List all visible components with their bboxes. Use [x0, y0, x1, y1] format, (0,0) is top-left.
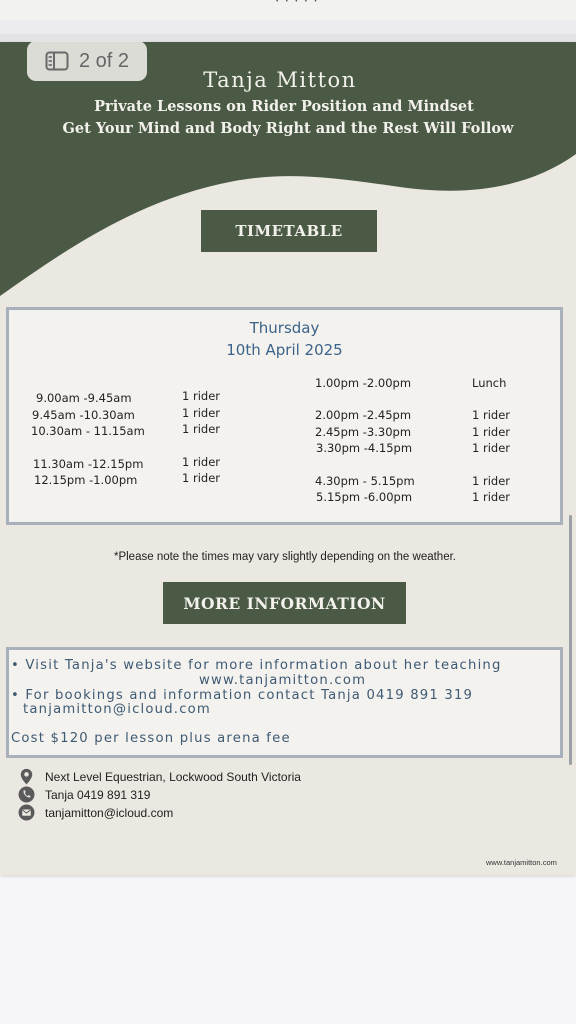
- slot-info: 1 rider: [182, 389, 220, 403]
- slot-time: 9.00am -9.45am: [36, 391, 132, 405]
- email-contact: [18, 804, 173, 821]
- page-gap: [0, 20, 576, 34]
- slot-info: 1 rider: [472, 441, 510, 455]
- slot-info: 1 rider: [182, 471, 220, 485]
- location-pin-icon: [18, 768, 35, 785]
- slot-time: 10.30am - 11.15am: [31, 424, 145, 438]
- email-text[interactable]: tanjamitton@icloud.com: [45, 805, 174, 820]
- timetable-day: Thursday: [249, 319, 320, 337]
- booking-email[interactable]: tanjamitton@icloud.com: [23, 702, 211, 717]
- sidebar-toggle-icon: [45, 51, 69, 71]
- slot-time: 1.00pm -2.00pm: [315, 376, 412, 390]
- slot-info: 1 rider: [472, 425, 510, 439]
- slot-info: Lunch: [472, 376, 507, 390]
- website-url[interactable]: www.tanjamitton.com: [199, 673, 367, 688]
- phone-icon: [18, 786, 35, 803]
- location-text: Next Level Equestrian, Lockwood South Victoria: [45, 769, 301, 784]
- slot-time: 2.00pm -2.45pm: [315, 408, 412, 422]
- slot-time: 11.30am -12.15pm: [33, 457, 144, 471]
- instructor-name: Tanja Mitton: [203, 68, 357, 92]
- slot-time: 3.30pm -4.15pm: [316, 441, 413, 455]
- cost-line: Cost $120 per lesson plus arena fee: [11, 731, 291, 746]
- slot-time: 9.45am -10.30am: [32, 408, 135, 422]
- slot-info: 1 rider: [472, 474, 510, 488]
- slot-info: 1 rider: [472, 490, 510, 504]
- footer-website: www.tanjamitton.com: [486, 858, 557, 867]
- slot-time: 4.30pm - 5.15pm: [315, 474, 415, 488]
- scrollbar-thumb[interactable]: [569, 515, 572, 765]
- timetable-box: [6, 307, 563, 525]
- header-subtitle: Private Lessons on Rider Position and Mindset: [94, 98, 474, 115]
- booking-info-line: • For bookings and information contact Tanja 0419 891 319: [11, 688, 474, 703]
- previous-page-cut-text: · · · · ·: [275, 0, 319, 8]
- slot-info: 1 rider: [472, 408, 510, 422]
- information-box: [6, 647, 563, 758]
- slot-info: 1 rider: [182, 422, 220, 436]
- timetable-heading: TIMETABLE: [201, 210, 377, 252]
- previous-page-edge: [0, 0, 576, 21]
- email-icon: [18, 804, 35, 821]
- phone-text[interactable]: Tanja 0419 891 319: [45, 787, 151, 802]
- slot-info: 1 rider: [182, 455, 220, 469]
- page-indicator-label: 2 of 2: [78, 49, 130, 72]
- slot-time: 12.15pm -1.00pm: [34, 473, 138, 487]
- location-contact: [18, 768, 301, 785]
- timetable-date: 10th April 2025: [226, 341, 343, 359]
- weather-note: *Please note the times may vary slightly depending on the weather.: [113, 551, 456, 563]
- website-info-line: • Visit Tanja's website for more information about her teaching: [11, 658, 502, 673]
- page-indicator[interactable]: [27, 41, 147, 81]
- phone-contact: [18, 786, 150, 803]
- slot-time: 5.15pm -6.00pm: [316, 490, 413, 504]
- header-tagline: Get Your Mind and Body Right and the Rest Will Follow: [62, 120, 514, 137]
- more-information-heading: MORE INFORMATION: [163, 582, 406, 624]
- flyer-page: [0, 42, 576, 875]
- slot-time: 2.45pm -3.30pm: [315, 425, 412, 439]
- slot-info: 1 rider: [182, 406, 220, 420]
